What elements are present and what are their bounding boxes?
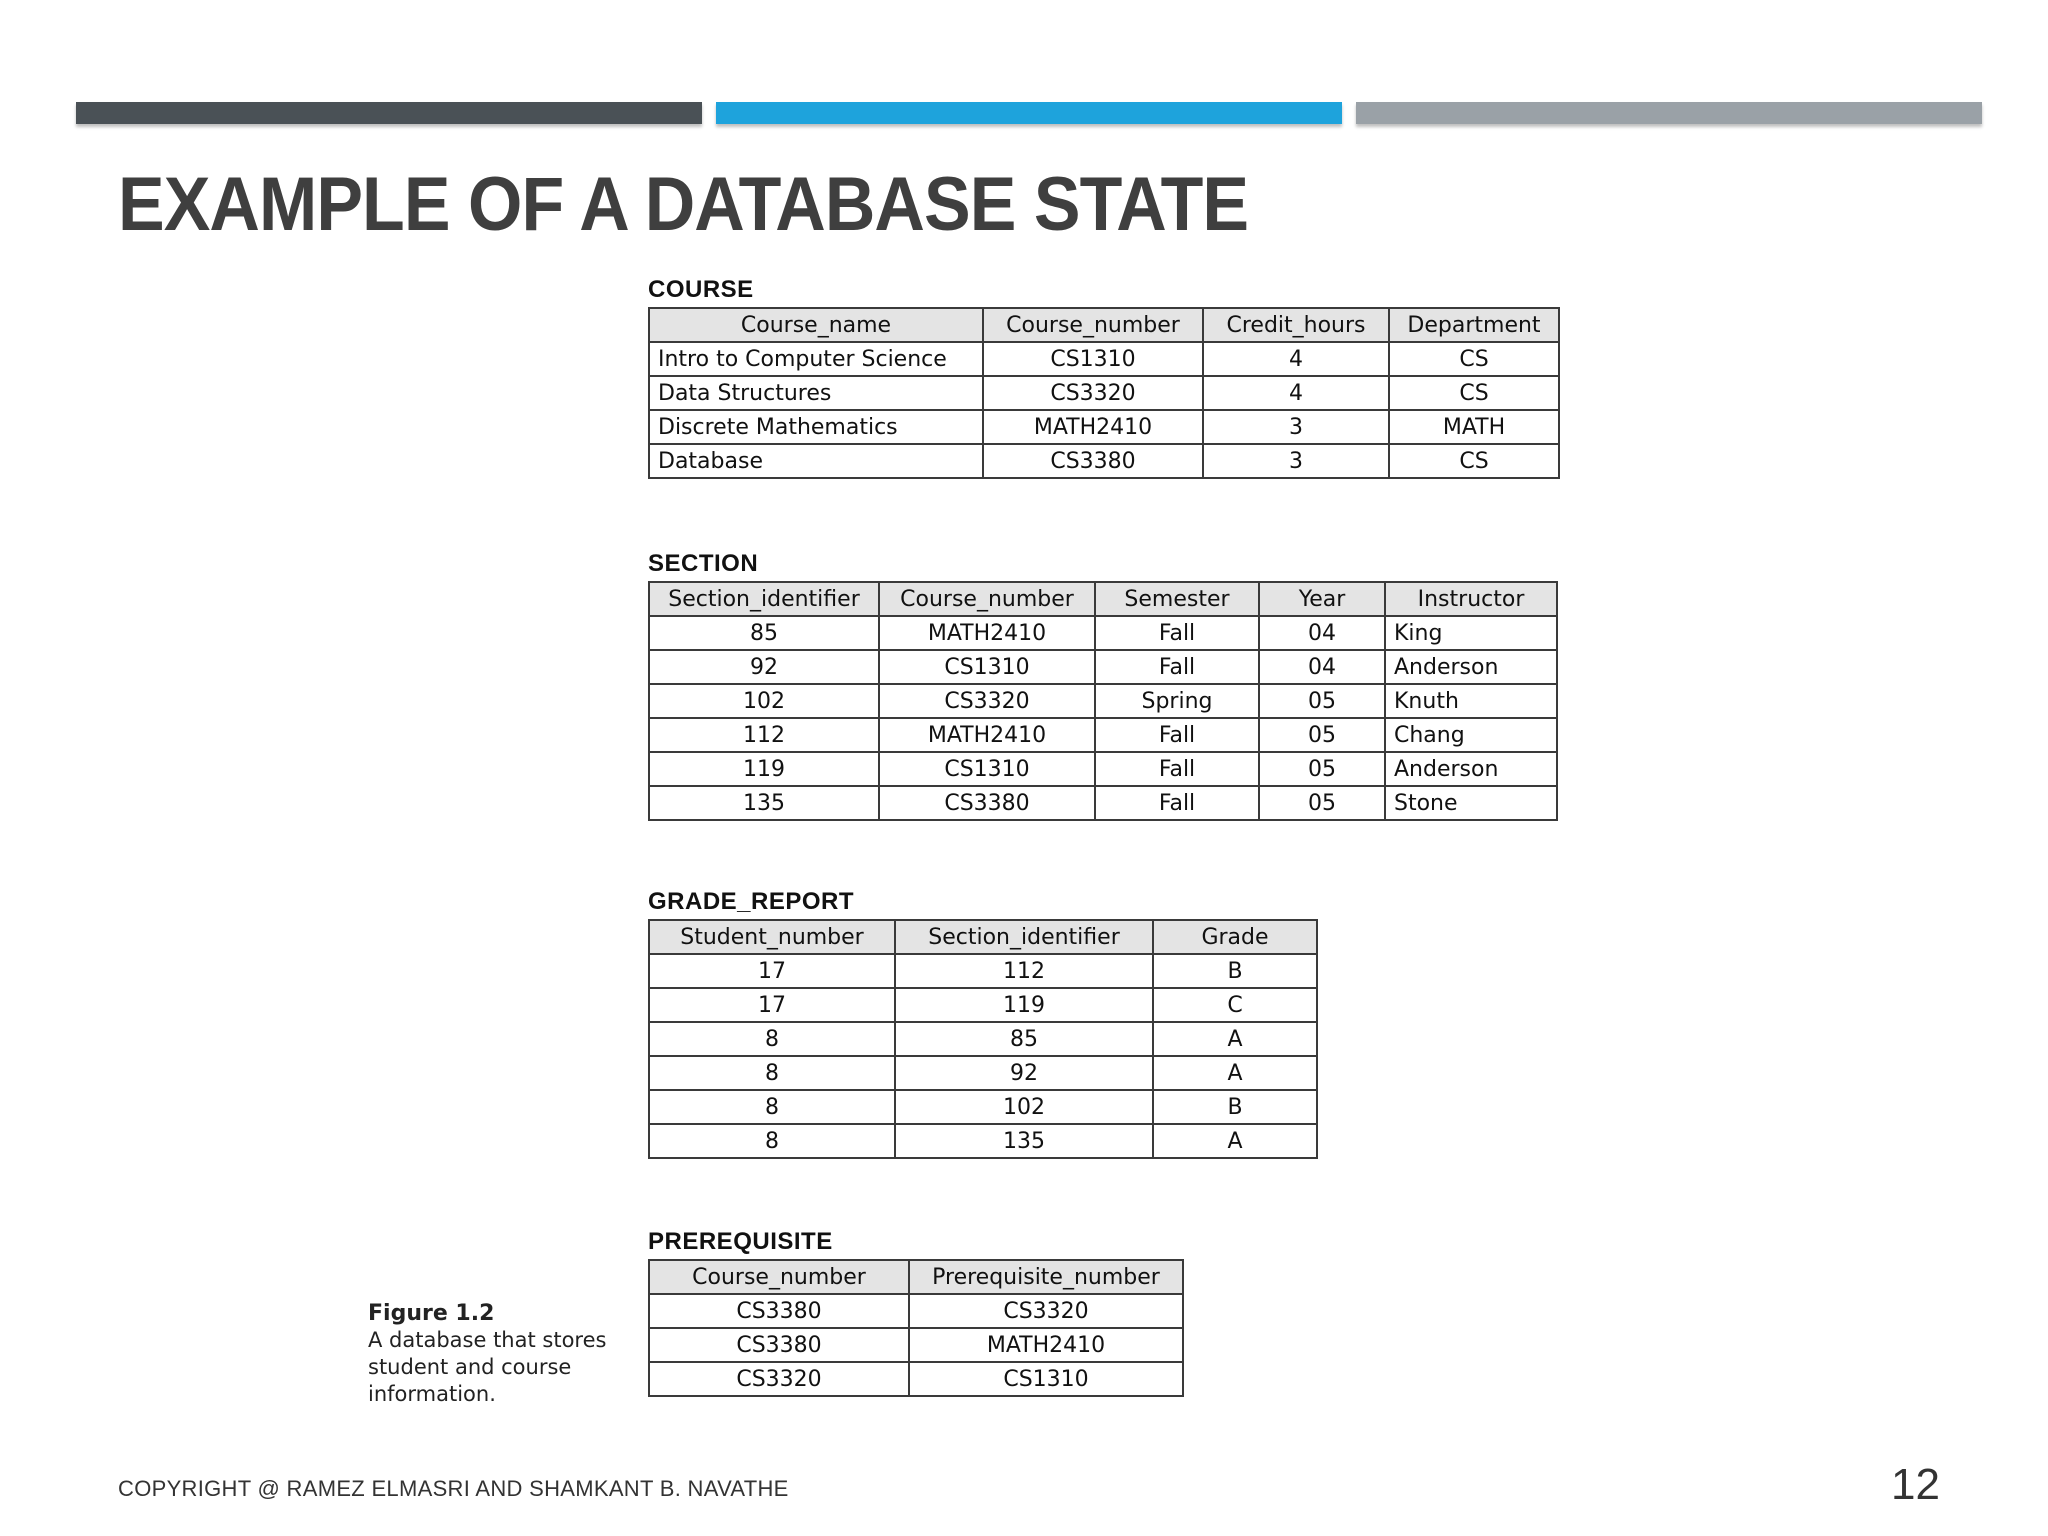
table-row <box>649 1124 1317 1158</box>
table-cell: 119 <box>895 988 1153 1022</box>
table-cell: 3 <box>1203 444 1389 478</box>
table-row <box>649 1090 1317 1124</box>
column-header: Course_number <box>983 308 1203 342</box>
column-header: Grade <box>1153 920 1317 954</box>
table-row <box>649 1328 1183 1362</box>
table-row <box>649 718 1557 752</box>
table-cell: Spring <box>1095 684 1259 718</box>
table-cell: 04 <box>1259 616 1385 650</box>
table-cell: CS3320 <box>909 1294 1183 1328</box>
table-header-row <box>649 920 1317 954</box>
table-cell: King <box>1385 616 1557 650</box>
table-cell: A <box>1153 1056 1317 1090</box>
table-cell: CS3320 <box>879 684 1095 718</box>
prerequisite-table <box>648 1259 1184 1397</box>
column-header: Department <box>1389 308 1559 342</box>
table-cell: CS3320 <box>983 376 1203 410</box>
column-header: Year <box>1259 582 1385 616</box>
table-cell: Anderson <box>1385 752 1557 786</box>
table-row <box>649 1294 1183 1328</box>
table-cell: Data Structures <box>649 376 983 410</box>
table-cell: 135 <box>649 786 879 820</box>
course-table <box>648 307 1560 479</box>
table-row <box>649 752 1557 786</box>
table-cell: 8 <box>649 1124 895 1158</box>
table-cell: A <box>1153 1124 1317 1158</box>
table-cell: 05 <box>1259 718 1385 752</box>
table-cell: MATH <box>1389 410 1559 444</box>
table-header-row <box>649 1260 1183 1294</box>
table-cell: 135 <box>895 1124 1153 1158</box>
table-cell: 8 <box>649 1090 895 1124</box>
table-cell: CS3380 <box>879 786 1095 820</box>
table-cell: Fall <box>1095 786 1259 820</box>
column-header: Course_number <box>879 582 1095 616</box>
table-cell: CS <box>1389 444 1559 478</box>
table-cell: CS <box>1389 342 1559 376</box>
table-cell: Knuth <box>1385 684 1557 718</box>
table-row <box>649 988 1317 1022</box>
accent-bar-gray <box>1356 102 1982 124</box>
table-cell: Chang <box>1385 718 1557 752</box>
table-cell: 112 <box>895 954 1153 988</box>
table-cell: Intro to Computer Science <box>649 342 983 376</box>
table-row <box>649 954 1317 988</box>
table-header-row <box>649 308 1559 342</box>
table-row <box>649 376 1559 410</box>
section-table <box>648 581 1558 821</box>
table-cell: CS1310 <box>879 752 1095 786</box>
table-row <box>649 444 1559 478</box>
column-header: Course_name <box>649 308 983 342</box>
section-table-block <box>648 550 1558 821</box>
accent-bar-blue <box>716 102 1342 124</box>
table-row <box>649 342 1559 376</box>
grade-report-table <box>648 919 1318 1159</box>
table-row <box>649 1362 1183 1396</box>
table-cell: Fall <box>1095 650 1259 684</box>
figure-caption <box>368 1300 638 1408</box>
table-cell: 05 <box>1259 752 1385 786</box>
table-cell: Fall <box>1095 752 1259 786</box>
column-header: Credit_hours <box>1203 308 1389 342</box>
table-cell: CS <box>1389 376 1559 410</box>
table-cell: CS1310 <box>879 650 1095 684</box>
table-cell: B <box>1153 1090 1317 1124</box>
section-table-title: SECTION <box>648 550 759 577</box>
copyright-footer: COPYRIGHT @ RAMEZ ELMASRI AND SHAMKANT B. NAVATHE <box>118 1476 789 1501</box>
table-row <box>649 684 1557 718</box>
table-cell: 92 <box>895 1056 1153 1090</box>
page-number: 12 <box>1891 1460 1940 1509</box>
column-header: Section_identifier <box>895 920 1153 954</box>
column-header: Student_number <box>649 920 895 954</box>
table-row <box>649 616 1557 650</box>
table-cell: 102 <box>649 684 879 718</box>
grade-report-table-block <box>648 888 1318 1159</box>
table-cell: A <box>1153 1022 1317 1056</box>
table-cell: 05 <box>1259 684 1385 718</box>
table-cell: CS3380 <box>649 1294 909 1328</box>
table-cell: 92 <box>649 650 879 684</box>
table-cell: Anderson <box>1385 650 1557 684</box>
table-row <box>649 650 1557 684</box>
table-cell: MATH2410 <box>879 718 1095 752</box>
table-cell: CS3380 <box>649 1328 909 1362</box>
table-cell: 102 <box>895 1090 1153 1124</box>
table-cell: 85 <box>895 1022 1153 1056</box>
table-cell: 04 <box>1259 650 1385 684</box>
table-cell: 8 <box>649 1022 895 1056</box>
table-cell: 05 <box>1259 786 1385 820</box>
column-header: Section_identifier <box>649 582 879 616</box>
course-table-title: COURSE <box>648 276 754 303</box>
table-cell: C <box>1153 988 1317 1022</box>
prerequisite-table-block <box>648 1228 1184 1397</box>
grade-report-table-title: GRADE_REPORT <box>648 888 855 915</box>
table-row <box>649 1056 1317 1090</box>
table-cell: MATH2410 <box>879 616 1095 650</box>
table-cell: MATH2410 <box>909 1328 1183 1362</box>
table-cell: 8 <box>649 1056 895 1090</box>
table-cell: Stone <box>1385 786 1557 820</box>
column-header: Semester <box>1095 582 1259 616</box>
table-cell: 4 <box>1203 342 1389 376</box>
prerequisite-table-title: PREREQUISITE <box>648 1228 833 1255</box>
table-row <box>649 786 1557 820</box>
table-cell: 17 <box>649 954 895 988</box>
table-cell: MATH2410 <box>983 410 1203 444</box>
table-header-row <box>649 582 1557 616</box>
table-cell: Fall <box>1095 616 1259 650</box>
column-header: Prerequisite_number <box>909 1260 1183 1294</box>
table-cell: CS1310 <box>909 1362 1183 1396</box>
figure-label: Figure 1.2 <box>368 1301 495 1326</box>
table-cell: CS3320 <box>649 1362 909 1396</box>
table-cell: CS1310 <box>983 342 1203 376</box>
accent-bar-dark <box>76 102 702 124</box>
table-cell: Database <box>649 444 983 478</box>
table-cell: 3 <box>1203 410 1389 444</box>
table-cell: 112 <box>649 718 879 752</box>
table-cell: 85 <box>649 616 879 650</box>
table-cell: Fall <box>1095 718 1259 752</box>
figure-caption-text: A database that stores student and course information. <box>368 1328 607 1406</box>
table-cell: 4 <box>1203 376 1389 410</box>
table-cell: 17 <box>649 988 895 1022</box>
table-cell: CS3380 <box>983 444 1203 478</box>
slide-title: EXAMPLE OF A DATABASE STATE <box>118 162 1249 247</box>
table-cell: B <box>1153 954 1317 988</box>
table-cell: 119 <box>649 752 879 786</box>
course-table-block <box>648 276 1560 479</box>
table-cell: Discrete Mathematics <box>649 410 983 444</box>
column-header: Course_number <box>649 1260 909 1294</box>
table-row <box>649 410 1559 444</box>
table-row <box>649 1022 1317 1056</box>
column-header: Instructor <box>1385 582 1557 616</box>
